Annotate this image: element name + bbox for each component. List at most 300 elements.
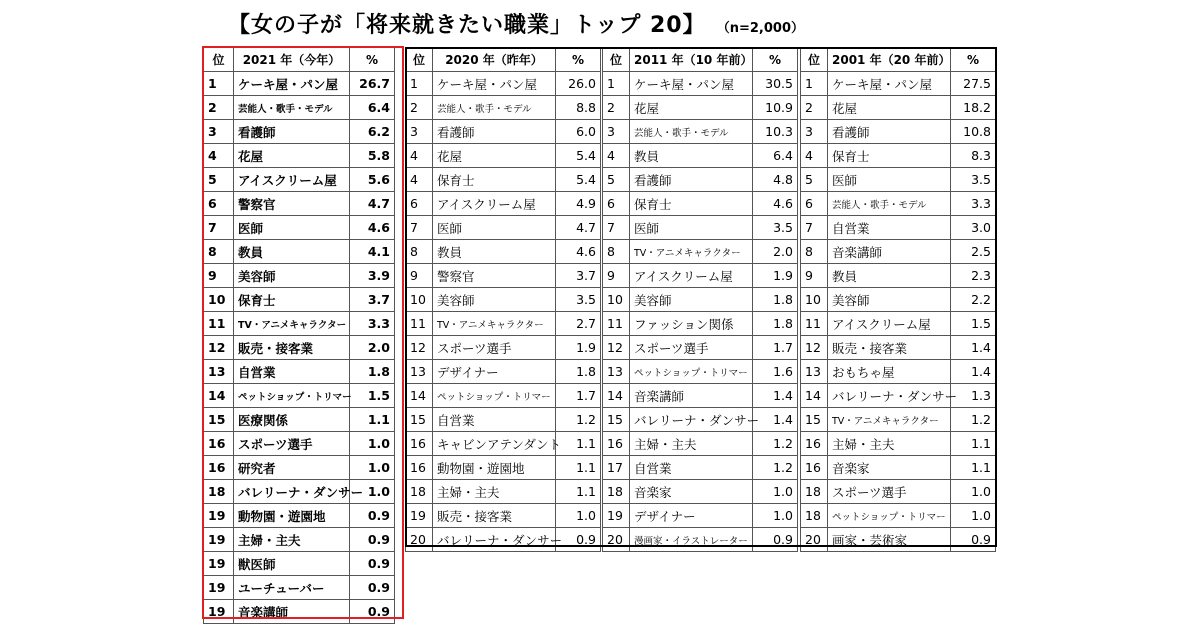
- page-title-block: [228, 8, 804, 38]
- table-row: [406, 408, 601, 432]
- header-percent: %: [753, 48, 798, 72]
- percent-cell: 2.7: [556, 312, 601, 336]
- table-2011: [602, 47, 798, 552]
- page-title: 【女の子が「将来就きたい職業」トップ 20】: [228, 13, 706, 38]
- header-percent: %: [951, 48, 996, 72]
- percent-cell: 2.5: [951, 240, 996, 264]
- rank-cell: 6: [801, 192, 828, 216]
- percent-cell: 4.6: [753, 192, 798, 216]
- job-cell: 保育士: [828, 144, 951, 168]
- rank-cell: 1: [204, 72, 234, 96]
- rank-cell: 19: [204, 576, 234, 600]
- rank-cell: 6: [406, 192, 433, 216]
- percent-cell: 6.2: [350, 120, 395, 144]
- percent-cell: 0.9: [350, 552, 395, 576]
- job-cell: 看護師: [234, 120, 350, 144]
- table-row: [603, 96, 798, 120]
- percent-cell: 0.9: [951, 528, 996, 552]
- percent-cell: 26.0: [556, 72, 601, 96]
- header-rank: 位: [801, 48, 828, 72]
- table-row: [603, 288, 798, 312]
- percent-cell: 3.3: [350, 312, 395, 336]
- job-cell: バレリーナ・ダンサー: [630, 408, 753, 432]
- job-cell: 美容師: [433, 288, 556, 312]
- table-row: [204, 528, 395, 552]
- table-row: [603, 264, 798, 288]
- percent-cell: 2.2: [951, 288, 996, 312]
- percent-cell: 1.2: [951, 408, 996, 432]
- percent-cell: 1.1: [951, 432, 996, 456]
- table-row: [801, 264, 996, 288]
- percent-cell: 10.3: [753, 120, 798, 144]
- percent-cell: 2.0: [350, 336, 395, 360]
- rank-cell: 19: [603, 504, 630, 528]
- table-row: [406, 288, 601, 312]
- job-cell: アイスクリーム屋: [630, 264, 753, 288]
- table-row: [406, 120, 601, 144]
- percent-cell: 3.7: [350, 288, 395, 312]
- percent-cell: 6.4: [753, 144, 798, 168]
- table-row: [603, 72, 798, 96]
- job-cell: デザイナー: [433, 360, 556, 384]
- job-cell: 販売・接客業: [828, 336, 951, 360]
- table-row: [204, 264, 395, 288]
- rank-cell: 16: [204, 456, 234, 480]
- rank-cell: 18: [603, 480, 630, 504]
- rank-cell: 6: [603, 192, 630, 216]
- table-row: [406, 480, 601, 504]
- percent-cell: 3.0: [951, 216, 996, 240]
- rank-cell: 16: [801, 432, 828, 456]
- percent-cell: 1.8: [753, 312, 798, 336]
- rank-cell: 5: [801, 168, 828, 192]
- job-cell: 自営業: [630, 456, 753, 480]
- rank-cell: 9: [204, 264, 234, 288]
- table-header-row: [801, 48, 996, 72]
- table-row: [801, 216, 996, 240]
- job-cell: 主婦・主夫: [630, 432, 753, 456]
- table-row: [801, 96, 996, 120]
- table-row: [204, 312, 395, 336]
- percent-cell: 18.2: [951, 96, 996, 120]
- rank-cell: 10: [603, 288, 630, 312]
- percent-cell: 3.9: [350, 264, 395, 288]
- percent-cell: 4.9: [556, 192, 601, 216]
- ranking-table: [602, 47, 798, 552]
- job-cell: ペットショップ・トリマー: [828, 504, 951, 528]
- rank-cell: 7: [603, 216, 630, 240]
- header-rank: 位: [603, 48, 630, 72]
- table-header-row: [204, 48, 395, 72]
- rank-cell: 4: [406, 144, 433, 168]
- table-row: [801, 72, 996, 96]
- percent-cell: 1.4: [951, 360, 996, 384]
- table-row: [801, 480, 996, 504]
- rank-cell: 19: [204, 528, 234, 552]
- percent-cell: 1.1: [951, 456, 996, 480]
- job-cell: 自営業: [433, 408, 556, 432]
- job-cell: 教員: [630, 144, 753, 168]
- percent-cell: 1.6: [753, 360, 798, 384]
- job-cell: 芸能人・歌手・モデル: [234, 96, 350, 120]
- job-cell: TV・アニメキャラクター: [828, 408, 951, 432]
- rank-cell: 2: [801, 96, 828, 120]
- table-row: [204, 336, 395, 360]
- rank-cell: 9: [801, 264, 828, 288]
- job-cell: 研究者: [234, 456, 350, 480]
- table-row: [801, 408, 996, 432]
- table-row: [204, 480, 395, 504]
- job-cell: 看護師: [630, 168, 753, 192]
- percent-cell: 1.1: [556, 480, 601, 504]
- job-cell: ケーキ屋・パン屋: [433, 72, 556, 96]
- job-cell: 自営業: [234, 360, 350, 384]
- rank-cell: 14: [801, 384, 828, 408]
- table-row: [801, 360, 996, 384]
- rank-cell: 14: [204, 384, 234, 408]
- rank-cell: 5: [603, 168, 630, 192]
- ranking-table: [800, 47, 996, 552]
- percent-cell: 5.4: [556, 144, 601, 168]
- job-cell: ペットショップ・トリマー: [234, 384, 350, 408]
- percent-cell: 1.0: [350, 480, 395, 504]
- job-cell: スポーツ選手: [828, 480, 951, 504]
- header-year: 2011 年（10 年前）: [630, 48, 753, 72]
- table-row: [204, 120, 395, 144]
- job-cell: 美容師: [630, 288, 753, 312]
- rank-cell: 17: [603, 456, 630, 480]
- table-header-row: [603, 48, 798, 72]
- table-row: [406, 144, 601, 168]
- job-cell: 美容師: [234, 264, 350, 288]
- job-cell: 保育士: [234, 288, 350, 312]
- percent-cell: 3.5: [753, 216, 798, 240]
- job-cell: 音楽講師: [828, 240, 951, 264]
- header-rank: 位: [204, 48, 234, 72]
- rank-cell: 4: [406, 168, 433, 192]
- table-row: [204, 408, 395, 432]
- rank-cell: 18: [406, 480, 433, 504]
- rank-cell: 18: [801, 480, 828, 504]
- percent-cell: 1.4: [753, 408, 798, 432]
- percent-cell: 0.9: [350, 576, 395, 600]
- percent-cell: 1.2: [556, 408, 601, 432]
- rank-cell: 1: [801, 72, 828, 96]
- table-row: [204, 360, 395, 384]
- percent-cell: 1.0: [350, 456, 395, 480]
- percent-cell: 1.1: [556, 432, 601, 456]
- table-row: [603, 336, 798, 360]
- rank-cell: 3: [603, 120, 630, 144]
- table-row: [406, 168, 601, 192]
- rank-cell: 10: [801, 288, 828, 312]
- job-cell: バレリーナ・ダンサー: [234, 480, 350, 504]
- ranking-table: [405, 47, 601, 552]
- table-row: [603, 240, 798, 264]
- table-row: [204, 72, 395, 96]
- percent-cell: 1.5: [350, 384, 395, 408]
- job-cell: 芸能人・歌手・モデル: [630, 120, 753, 144]
- percent-cell: 0.9: [350, 504, 395, 528]
- rank-cell: 2: [603, 96, 630, 120]
- percent-cell: 0.9: [556, 528, 601, 552]
- header-rank: 位: [406, 48, 433, 72]
- percent-cell: 5.6: [350, 168, 395, 192]
- rank-cell: 5: [204, 168, 234, 192]
- job-cell: 花屋: [234, 144, 350, 168]
- percent-cell: 1.0: [556, 504, 601, 528]
- table-row: [801, 240, 996, 264]
- table-row: [406, 360, 601, 384]
- table-row: [801, 336, 996, 360]
- job-cell: 医療関係: [234, 408, 350, 432]
- header-year: 2020 年（昨年）: [433, 48, 556, 72]
- table-row: [204, 144, 395, 168]
- rank-cell: 12: [204, 336, 234, 360]
- job-cell: 主婦・主夫: [433, 480, 556, 504]
- table-row: [801, 384, 996, 408]
- job-cell: 教員: [433, 240, 556, 264]
- job-cell: 教員: [828, 264, 951, 288]
- percent-cell: 1.1: [556, 456, 601, 480]
- percent-cell: 1.2: [753, 456, 798, 480]
- table-row: [204, 600, 395, 624]
- rank-cell: 10: [204, 288, 234, 312]
- rank-cell: 8: [603, 240, 630, 264]
- table-row: [406, 336, 601, 360]
- table-row: [603, 216, 798, 240]
- rank-cell: 15: [801, 408, 828, 432]
- job-cell: TV・アニメキャラクター: [630, 240, 753, 264]
- header-year: 2001 年（20 年前）: [828, 48, 951, 72]
- job-cell: 主婦・主夫: [234, 528, 350, 552]
- rank-cell: 7: [406, 216, 433, 240]
- table-row: [603, 432, 798, 456]
- job-cell: 販売・接客業: [234, 336, 350, 360]
- table-row: [603, 408, 798, 432]
- rank-cell: 16: [204, 432, 234, 456]
- rank-cell: 15: [204, 408, 234, 432]
- rank-cell: 16: [406, 432, 433, 456]
- percent-cell: 27.5: [951, 72, 996, 96]
- job-cell: 看護師: [433, 120, 556, 144]
- table-row: [406, 72, 601, 96]
- table-row: [603, 480, 798, 504]
- rank-cell: 3: [204, 120, 234, 144]
- rank-cell: 19: [204, 552, 234, 576]
- job-cell: 主婦・主夫: [828, 432, 951, 456]
- rank-cell: 4: [801, 144, 828, 168]
- job-cell: キャビンアテンダント: [433, 432, 556, 456]
- job-cell: 音楽講師: [234, 600, 350, 624]
- rank-cell: 2: [406, 96, 433, 120]
- table-2021: [203, 47, 395, 624]
- table-row: [406, 504, 601, 528]
- job-cell: 獣医師: [234, 552, 350, 576]
- percent-cell: 3.5: [556, 288, 601, 312]
- job-cell: ペットショップ・トリマー: [630, 360, 753, 384]
- rank-cell: 1: [406, 72, 433, 96]
- job-cell: 動物園・遊園地: [234, 504, 350, 528]
- percent-cell: 2.3: [951, 264, 996, 288]
- rank-cell: 14: [603, 384, 630, 408]
- job-cell: TV・アニメキャラクター: [234, 312, 350, 336]
- job-cell: ファッション関係: [630, 312, 753, 336]
- table-row: [801, 456, 996, 480]
- percent-cell: 0.9: [350, 528, 395, 552]
- table-row: [603, 360, 798, 384]
- job-cell: 芸能人・歌手・モデル: [433, 96, 556, 120]
- rank-cell: 15: [406, 408, 433, 432]
- percent-cell: 1.8: [556, 360, 601, 384]
- rank-cell: 1: [603, 72, 630, 96]
- percent-cell: 6.4: [350, 96, 395, 120]
- percent-cell: 5.4: [556, 168, 601, 192]
- percent-cell: 4.6: [556, 240, 601, 264]
- table-row: [801, 288, 996, 312]
- job-cell: スポーツ選手: [433, 336, 556, 360]
- percent-cell: 4.1: [350, 240, 395, 264]
- percent-cell: 1.7: [753, 336, 798, 360]
- rank-cell: 8: [204, 240, 234, 264]
- table-row: [603, 192, 798, 216]
- rank-cell: 4: [603, 144, 630, 168]
- table-row: [406, 96, 601, 120]
- table-row: [801, 192, 996, 216]
- job-cell: アイスクリーム屋: [433, 192, 556, 216]
- job-cell: 看護師: [828, 120, 951, 144]
- percent-cell: 4.6: [350, 216, 395, 240]
- rank-cell: 3: [406, 120, 433, 144]
- table-row: [603, 144, 798, 168]
- rank-cell: 3: [801, 120, 828, 144]
- job-cell: バレリーナ・ダンサー: [828, 384, 951, 408]
- rank-cell: 7: [204, 216, 234, 240]
- job-cell: 警察官: [234, 192, 350, 216]
- table-header-row: [406, 48, 601, 72]
- rank-cell: 11: [204, 312, 234, 336]
- table-row: [801, 504, 996, 528]
- percent-cell: 1.7: [556, 384, 601, 408]
- job-cell: 花屋: [630, 96, 753, 120]
- ranking-table: [203, 47, 395, 624]
- table-row: [204, 384, 395, 408]
- job-cell: ケーキ屋・パン屋: [234, 72, 350, 96]
- percent-cell: 5.8: [350, 144, 395, 168]
- table-row: [603, 528, 798, 552]
- rank-cell: 18: [801, 504, 828, 528]
- header-percent: %: [556, 48, 601, 72]
- rank-cell: 20: [603, 528, 630, 552]
- rank-cell: 6: [204, 192, 234, 216]
- table-row: [204, 240, 395, 264]
- percent-cell: 3.5: [951, 168, 996, 192]
- percent-cell: 1.0: [951, 504, 996, 528]
- rank-cell: 18: [204, 480, 234, 504]
- job-cell: スポーツ選手: [630, 336, 753, 360]
- rank-cell: 2: [204, 96, 234, 120]
- percent-cell: 10.9: [753, 96, 798, 120]
- rank-cell: 16: [603, 432, 630, 456]
- job-cell: ケーキ屋・パン屋: [828, 72, 951, 96]
- rank-cell: 9: [406, 264, 433, 288]
- percent-cell: 1.0: [753, 480, 798, 504]
- table-row: [603, 120, 798, 144]
- job-cell: 音楽家: [828, 456, 951, 480]
- percent-cell: 1.9: [556, 336, 601, 360]
- rank-cell: 20: [801, 528, 828, 552]
- table-row: [406, 456, 601, 480]
- table-row: [204, 192, 395, 216]
- percent-cell: 1.1: [350, 408, 395, 432]
- job-cell: おもちゃ屋: [828, 360, 951, 384]
- table-row: [406, 384, 601, 408]
- job-cell: 漫画家・イラストレーター: [630, 528, 753, 552]
- rank-cell: 16: [801, 456, 828, 480]
- job-cell: ペットショップ・トリマー: [433, 384, 556, 408]
- rank-cell: 8: [406, 240, 433, 264]
- job-cell: アイスクリーム屋: [234, 168, 350, 192]
- job-cell: 医師: [630, 216, 753, 240]
- rank-cell: 19: [204, 504, 234, 528]
- table-row: [801, 120, 996, 144]
- table-row: [801, 168, 996, 192]
- percent-cell: 1.3: [951, 384, 996, 408]
- rank-cell: 10: [406, 288, 433, 312]
- job-cell: 花屋: [828, 96, 951, 120]
- table-row: [204, 96, 395, 120]
- rank-cell: 16: [406, 456, 433, 480]
- table-row: [603, 168, 798, 192]
- job-cell: ケーキ屋・パン屋: [630, 72, 753, 96]
- job-cell: 自営業: [828, 216, 951, 240]
- job-cell: 教員: [234, 240, 350, 264]
- percent-cell: 1.4: [951, 336, 996, 360]
- percent-cell: 1.0: [350, 432, 395, 456]
- rank-cell: 13: [204, 360, 234, 384]
- rank-cell: 13: [801, 360, 828, 384]
- table-row: [204, 432, 395, 456]
- percent-cell: 1.2: [753, 432, 798, 456]
- table-row: [406, 432, 601, 456]
- percent-cell: 8.3: [951, 144, 996, 168]
- table-row: [204, 576, 395, 600]
- table-row: [406, 528, 601, 552]
- table-row: [801, 312, 996, 336]
- job-cell: 医師: [433, 216, 556, 240]
- table-row: [603, 456, 798, 480]
- percent-cell: 1.5: [951, 312, 996, 336]
- rank-cell: 20: [406, 528, 433, 552]
- percent-cell: 4.8: [753, 168, 798, 192]
- rank-cell: 7: [801, 216, 828, 240]
- percent-cell: 1.4: [753, 384, 798, 408]
- table-row: [603, 312, 798, 336]
- table-row: [406, 192, 601, 216]
- job-cell: バレリーナ・ダンサー: [433, 528, 556, 552]
- job-cell: スポーツ選手: [234, 432, 350, 456]
- percent-cell: 4.7: [350, 192, 395, 216]
- table-row: [406, 216, 601, 240]
- percent-cell: 1.0: [951, 480, 996, 504]
- percent-cell: 6.0: [556, 120, 601, 144]
- percent-cell: 30.5: [753, 72, 798, 96]
- percent-cell: 1.8: [753, 288, 798, 312]
- table-row: [801, 432, 996, 456]
- job-cell: 音楽家: [630, 480, 753, 504]
- percent-cell: 1.9: [753, 264, 798, 288]
- table-2020: [405, 47, 601, 552]
